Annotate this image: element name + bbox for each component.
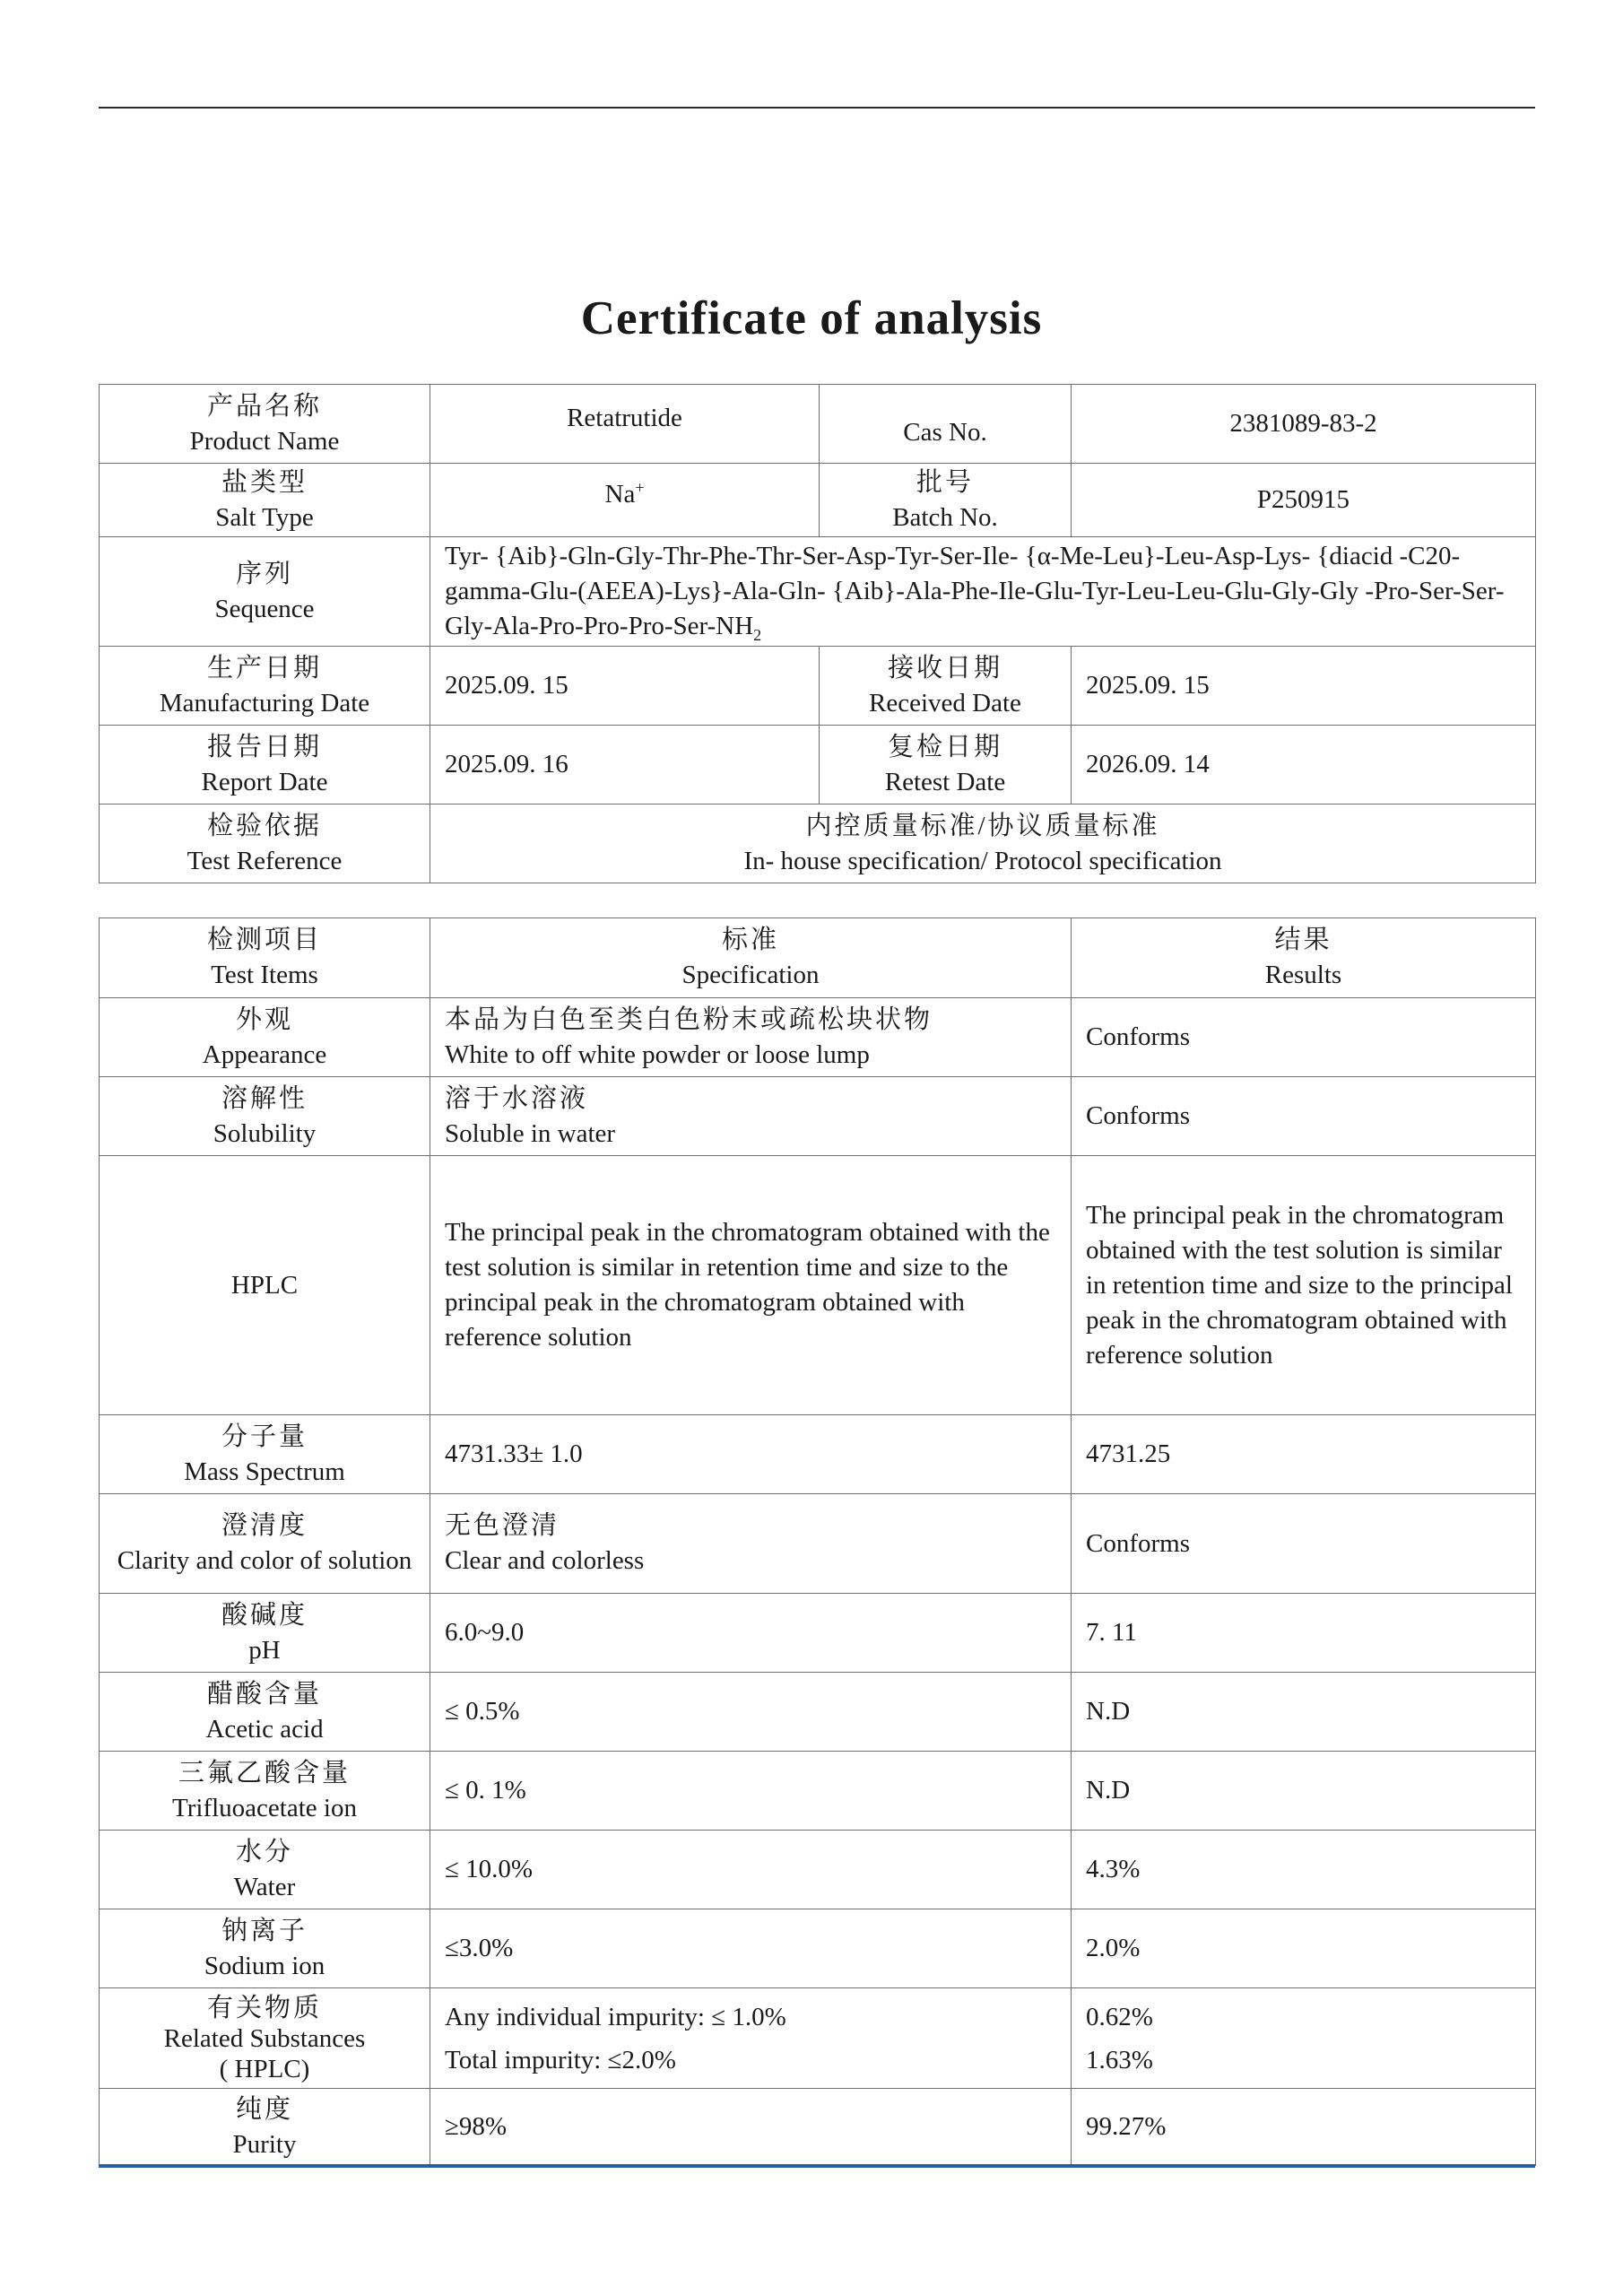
- row-trifluoroacetate: [100, 1752, 1536, 1831]
- ph-label: 酸碱度 pH: [100, 1594, 430, 1673]
- acetic-acid-label: 醋酸含量 Acetic acid: [100, 1673, 430, 1752]
- row-sequence: [100, 537, 1536, 647]
- water-spec: ≤ 10.0%: [430, 1831, 1072, 1909]
- solubility-spec: 溶于水溶液 Soluble in water: [430, 1077, 1072, 1156]
- appearance-result: Conforms: [1072, 998, 1536, 1077]
- ph-result: 7. 11: [1072, 1594, 1536, 1673]
- batch-no-label: 批号 Batch No.: [820, 464, 1072, 537]
- row-clarity: [100, 1494, 1536, 1594]
- acetic-acid-result: N.D: [1072, 1673, 1536, 1752]
- mass-spectrum-spec: 4731.33± 1.0: [430, 1415, 1072, 1494]
- hplc-spec: The principal peak in the chromatogram obtained with the test solution is similar in retention time and size to the principal peak in the chromatogram obtained with reference solution: [430, 1156, 1072, 1415]
- document-title: Certificate of analysis: [580, 292, 1043, 344]
- related-substances-spec: Any individual impurity: ≤ 1.0% Total impurity: ≤2.0%: [430, 1988, 1072, 2089]
- manufacturing-date-value: 2025.09. 15: [430, 647, 820, 726]
- related-substances-label: 有关物质 Related Substances ( HPLC): [100, 1988, 430, 2089]
- sodium-ion-result: 2.0%: [1072, 1909, 1536, 1988]
- row-hplc: [100, 1156, 1536, 1415]
- row-test-reference: [100, 804, 1536, 883]
- test-results-table: [99, 918, 1536, 2166]
- clarity-spec: 无色澄清 Clear and colorless: [430, 1494, 1072, 1594]
- row-purity: [100, 2089, 1536, 2166]
- water-result: 4.3%: [1072, 1831, 1536, 1909]
- sodium-ion-label: 钠离子 Sodium ion: [100, 1909, 430, 1988]
- top-rule: [99, 107, 1535, 109]
- hplc-result: The principal peak in the chromatogram obtained with the test solution is similar in retention time and size to the principal peak in the chromatogram obtained with reference solution: [1072, 1156, 1536, 1415]
- cas-no-label: Cas No.: [820, 385, 1072, 464]
- row-sodium-ion: [100, 1909, 1536, 1988]
- bottom-rule: [99, 2164, 1535, 2168]
- clarity-result: Conforms: [1072, 1494, 1536, 1594]
- purity-label: 纯度 Purity: [100, 2089, 430, 2166]
- retest-date-label: 复检日期 Retest Date: [820, 726, 1072, 804]
- product-name-value: Retatrutide: [430, 385, 820, 464]
- trifluoroacetate-spec: ≤ 0. 1%: [430, 1752, 1072, 1831]
- received-date-value: 2025.09. 15: [1072, 647, 1536, 726]
- mass-spectrum-result: 4731.25: [1072, 1415, 1536, 1494]
- batch-no-value: P250915: [1072, 464, 1536, 537]
- test-reference-label: 检验依据 Test Reference: [100, 804, 430, 883]
- row-product-name: [100, 385, 1536, 464]
- purity-spec: ≥98%: [430, 2089, 1072, 2166]
- row-report-date: [100, 726, 1536, 804]
- salt-type-value: Na+: [430, 464, 820, 537]
- header-results: 结果 Results: [1072, 918, 1536, 998]
- salt-type-label: 盐类型 Salt Type: [100, 464, 430, 537]
- related-substances-result: 0.62% 1.63%: [1072, 1988, 1536, 2089]
- purity-result: 99.27%: [1072, 2089, 1536, 2166]
- sequence-value: Tyr- {Aib}-Gln-Gly-Thr-Phe-Thr-Ser-Asp-Tyr-Ser-Ile- {α-Me-Leu}-Leu-Asp-Lys- {diacid -C20-gamma-Glu-(AEEA)-Lys}-Ala-Gln- {Aib}-Ala-Phe-Ile-Glu-Tyr-Leu-Leu-Glu-Gly-Gly $-Pro-Ser-Ser-Gly-Ala-Pro-Pro-Pro-Ser-NH_2$: [430, 537, 1536, 647]
- row-salt-type: [100, 464, 1536, 537]
- received-date-label: 接收日期 Received Date: [820, 647, 1072, 726]
- header-specification: 标准 Specification: [430, 918, 1072, 998]
- row-solubility: [100, 1077, 1536, 1156]
- water-label: 水分 Water: [100, 1831, 430, 1909]
- trifluoroacetate-result: N.D: [1072, 1752, 1536, 1831]
- appearance-spec: 本品为白色至类白色粉末或疏松块状物 White to off white powder or loose lump: [430, 998, 1072, 1077]
- report-date-label: 报告日期 Report Date: [100, 726, 430, 804]
- appearance-label: 外观 Appearance: [100, 998, 430, 1077]
- row-water: [100, 1831, 1536, 1909]
- row-acetic-acid: [100, 1673, 1536, 1752]
- solubility-label: 溶解性 Solubility: [100, 1077, 430, 1156]
- manufacturing-date-label: 生产日期 Manufacturing Date: [100, 647, 430, 726]
- sequence-label: 序列 Sequence: [100, 537, 430, 647]
- hplc-label: HPLC: [100, 1156, 430, 1415]
- sodium-ion-spec: ≤3.0%: [430, 1909, 1072, 1988]
- header-test-items: 检测项目 Test Items: [100, 918, 430, 998]
- trifluoroacetate-label: 三氟乙酸含量 Trifluoacetate ion: [100, 1752, 430, 1831]
- product-name-label: 产品名称 Product Name: [100, 385, 430, 464]
- product-info-table: [99, 384, 1536, 883]
- retest-date-value: 2026.09. 14: [1072, 726, 1536, 804]
- report-date-value: 2025.09. 16: [430, 726, 820, 804]
- cas-no-value: 2381089-83-2: [1072, 385, 1536, 464]
- row-appearance: [100, 998, 1536, 1077]
- clarity-label: 澄清度 Clarity and color of solution: [100, 1494, 430, 1594]
- row-related-substances: [100, 1988, 1536, 2089]
- test-reference-value: 内控质量标准/协议质量标准 In- house specification/ Protocol specification: [430, 804, 1536, 883]
- row-ph: [100, 1594, 1536, 1673]
- ph-spec: 6.0~9.0: [430, 1594, 1072, 1673]
- mass-spectrum-label: 分子量 Mass Spectrum: [100, 1415, 430, 1494]
- table-header-row: [100, 918, 1536, 998]
- acetic-acid-spec: ≤ 0.5%: [430, 1673, 1072, 1752]
- row-mass-spectrum: [100, 1415, 1536, 1494]
- row-manufacturing-date: [100, 647, 1536, 726]
- solubility-result: Conforms: [1072, 1077, 1536, 1156]
